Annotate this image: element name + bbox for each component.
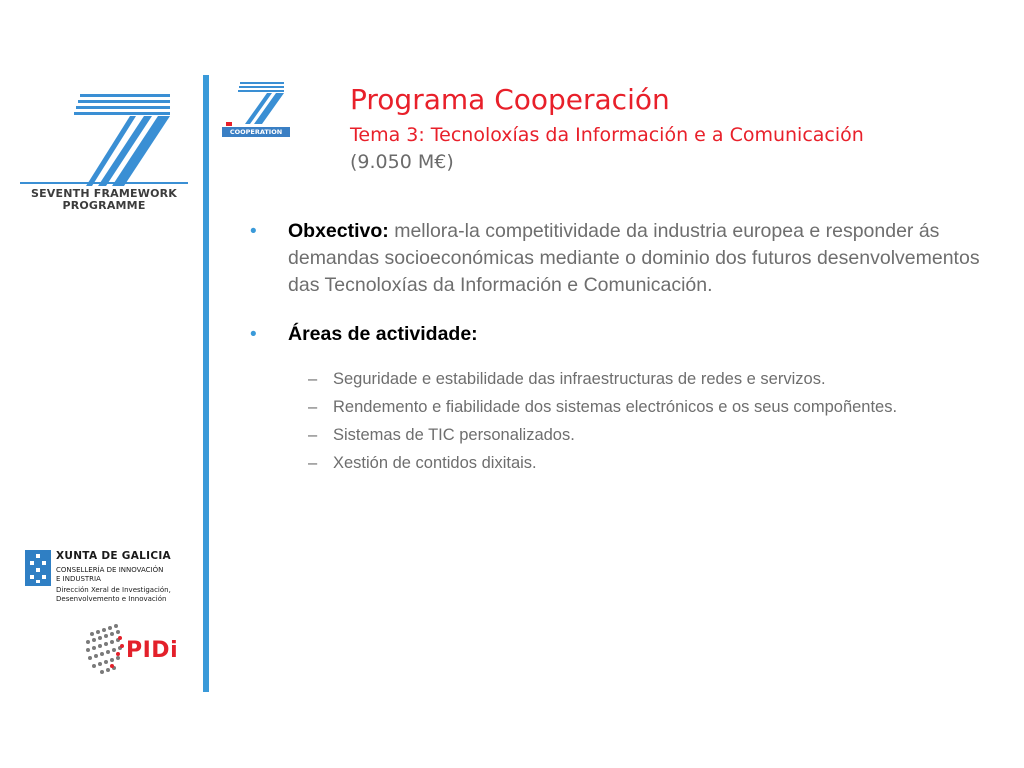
areas-list xyxy=(250,368,980,475)
list-item xyxy=(250,452,980,475)
bullet-dot: • xyxy=(250,221,257,242)
xunta-line: CONSELLERÍA DE INNOVACIÓN xyxy=(56,566,164,574)
area-item-text: Xestión de contidos dixitais. xyxy=(333,454,537,472)
list-item xyxy=(250,396,980,419)
pidi-text: PIDi xyxy=(126,638,179,663)
areas-label: Áreas de actividade: xyxy=(288,323,478,345)
xunta-line: Desenvolvemento e Innovación xyxy=(56,595,167,603)
list-item xyxy=(250,424,980,447)
fp7-caption xyxy=(18,188,190,212)
dash-marker: – xyxy=(308,454,318,472)
bullet-dot: • xyxy=(250,324,257,345)
slide-title: Programa Cooperación xyxy=(350,83,670,116)
slide-content xyxy=(250,218,980,480)
fp7-caption-line2: PROGRAMME xyxy=(62,199,146,212)
objective-label: Obxectivo: xyxy=(288,220,389,242)
objective-text: mellora-la competitividade da industria europea e responder ás demandas socioeconómicas mediante o dominio dos futuros desenvolvementos das Tecnoloxías da Información e Comunicación. xyxy=(288,220,980,296)
area-item-text: Sistemas de TIC personalizados. xyxy=(333,426,575,444)
area-item-text: Seguridade e estabilidade das infraestructuras de redes e servizos. xyxy=(333,370,826,388)
list-item xyxy=(250,368,980,391)
dash-marker: – xyxy=(308,426,318,444)
areas-bullet xyxy=(250,321,980,348)
xunta-name: XUNTA DE GALICIA xyxy=(56,550,171,562)
area-item-text: Rendemento e fiabilidade dos sistemas electrónicos e os seus compoñentes. xyxy=(333,398,898,416)
xunta-line: E INDUSTRIA xyxy=(56,575,101,583)
xunta-line: Dirección Xeral de Investigación, xyxy=(56,586,171,594)
dash-marker: – xyxy=(308,370,318,388)
objective-bullet xyxy=(250,218,980,299)
dash-marker: – xyxy=(308,398,318,416)
budget-text: (9.050 M€) xyxy=(350,151,454,173)
fp7-caption-line1: SEVENTH FRAMEWORK xyxy=(30,187,178,200)
slide-subtitle: Tema 3: Tecnoloxías da Información e a Comunicación xyxy=(350,124,864,146)
cooperation-label: COOPERATION xyxy=(222,127,290,137)
vertical-divider xyxy=(203,75,209,692)
